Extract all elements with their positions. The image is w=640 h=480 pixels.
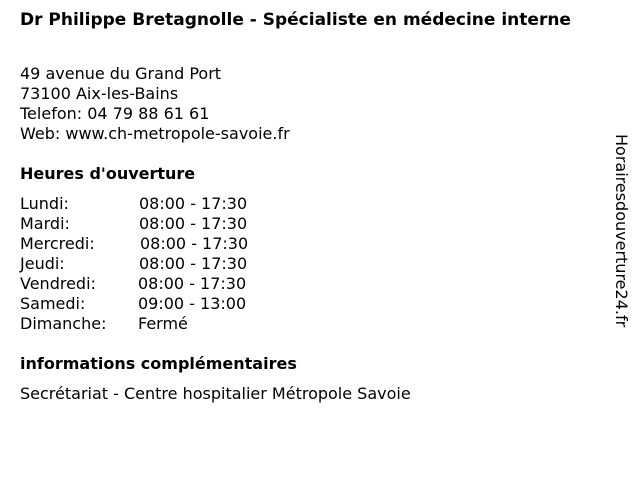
day-label: Dimanche: bbox=[20, 314, 107, 333]
day-label: Samedi: bbox=[20, 294, 86, 313]
time-value: 08:00 - 17:30 bbox=[139, 254, 248, 273]
page-title: Dr Philippe Bretagnolle - Spécialiste en médecine interne bbox=[20, 10, 571, 30]
city-address: 73100 Aix-les-Bains bbox=[20, 84, 179, 103]
time-value: 09:00 - 13:00 bbox=[138, 294, 247, 313]
website-link: Web: www.ch-metropole-savoie.fr bbox=[20, 124, 290, 143]
additional-info-text: Secrétariat - Centre hospitalier Métropole Savoie bbox=[20, 384, 411, 403]
phone-number: Telefon: 04 79 88 61 61 bbox=[20, 104, 210, 123]
additional-info-heading: informations complémentaires bbox=[20, 354, 297, 373]
street-address: 49 avenue du Grand Port bbox=[20, 64, 222, 83]
address-block bbox=[20, 64, 290, 144]
day-label: Vendredi: bbox=[20, 274, 96, 293]
time-value: 08:00 - 17:30 bbox=[139, 214, 248, 233]
day-label: Lundi: bbox=[20, 194, 69, 213]
day-label: Mardi: bbox=[20, 214, 70, 233]
time-value: 08:00 - 17:30 bbox=[140, 234, 249, 253]
day-label: Mercredi: bbox=[20, 234, 95, 253]
time-value: Fermé bbox=[138, 314, 188, 333]
time-value: 08:00 - 17:30 bbox=[138, 274, 247, 293]
opening-hours-heading: Heures d'ouverture bbox=[20, 164, 196, 183]
site-watermark bbox=[612, 134, 632, 374]
day-label: Jeudi: bbox=[20, 254, 65, 273]
time-value: 08:00 - 17:30 bbox=[139, 194, 248, 213]
watermark-text: Horairesdouverture24.fr bbox=[612, 134, 631, 328]
